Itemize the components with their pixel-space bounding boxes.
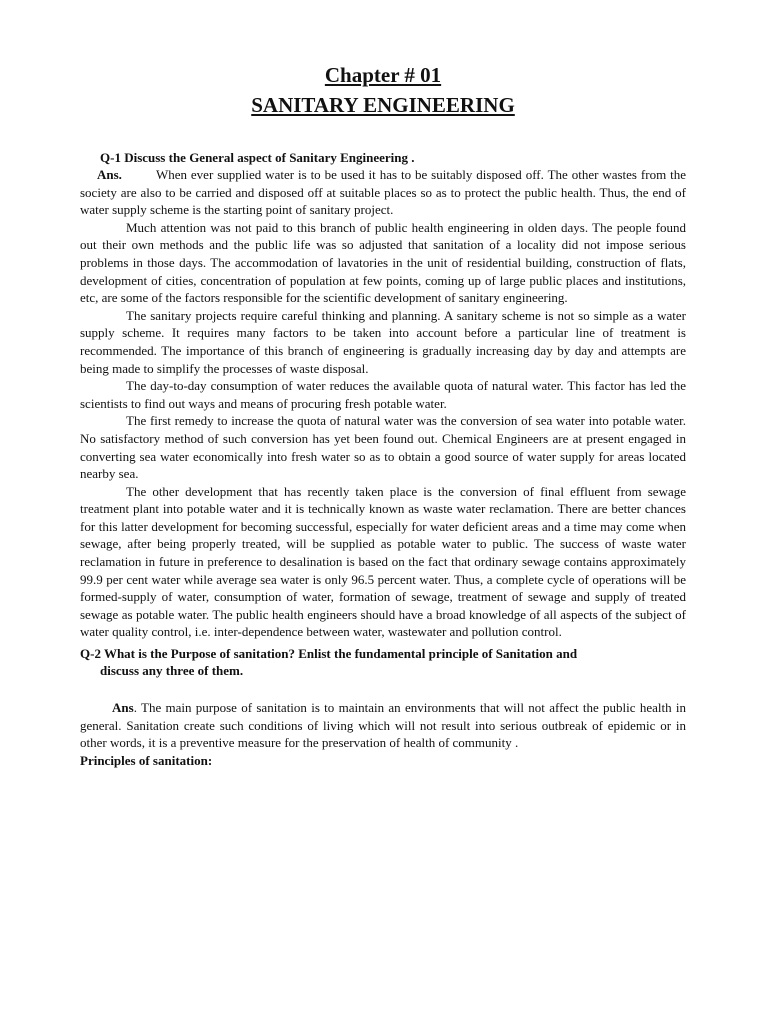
answer-1-paragraph: The other development that has recently taken place is the conversion of final effluent from sewage treatment plant into potable water and it is technically known as waste water reclamation. There are better chances for this latter development for becoming successful, especially for water deficient areas and a time may come when sewage, after being properly treated, will be supplied as potable water to public. The success of waste water reclamation in future in preference to desalination is based on the fact that ordinary sewage contains approximately 99.9 per cent water while average sea water is only 96.5 percent water. Thus, a complete cycle of operations will be formed-supply of water, consumption of water, formation of sewage, treatment of sewage and supply of treated sewage as potable water. The public health engineers should have a broad knowledge of all aspects of the subject of water quality control, i.e. inter-dependence between water, wastewater and pollution control.: [80, 483, 686, 640]
question-2-line: discuss any three of them.: [100, 663, 244, 679]
chapter-heading: Chapter # 01: [324, 63, 442, 87]
answer-1-paragraph: The first remedy to increase the quota of natural water was the conversion of sea water into potable water. No satisfactory method of such conversion has yet been found out. Chemical Engineers are at present engaged in converting sea water economically into fresh water so as to obtain a good source of water supply for areas located nearby sea.: [80, 413, 686, 482]
chapter-title: SANITARY ENGINEERING: [251, 93, 515, 117]
principles-heading: Principles of sanitation:: [80, 752, 213, 768]
paragraph-text: . The main purpose of sanitation is to maintain an environments that will not affect the public health in general. Sanitation create such conditions of living which will not result into serious outbreak of epidemic or in other words, it is a preventive measure for the preservation of health of community .: [80, 700, 686, 751]
answer-label: Ans.: [97, 167, 122, 182]
question-2: [80, 645, 686, 679]
answer-1-paragraph: The day-to-day consumption of water reduces the available quota of natural water. This factor has led the scientists to find out ways and means of procuring fresh potable water.: [80, 378, 686, 411]
paragraph-text: When ever supplied water is to be used it has to be suitably disposed off. The other wastes from the society are also to be carried and disposed off at suitable places so as to protect the public health. Thus, the end of water supply scheme is the starting point of sanitary project.: [80, 167, 686, 218]
answer-1-paragraph: Much attention was not paid to this branch of public health engineering in olden days. The people found out their own methods and the public life was so adjusted that sanitation of a locality did not impose serious problems in those days. The accommodation of lavatories in the unit of residential building, construction of flats, development of cities, concentration of population at few points, coming up of large public places and institutions, etc, are some of the factors responsible for the scientific development of sanitary engineering.: [80, 219, 686, 306]
answer-1-paragraph: The sanitary projects require careful thinking and planning. A sanitary scheme is not so simple as a water supply scheme. It requires many factors to be taken into account before a particular line of treatment is recommended. The importance of this branch of engineering is gradually increasing day by day and attempts are being made to simplify the processes of waste disposal.: [80, 307, 686, 376]
question-1: Q-1 Discuss the General aspect of Sanitary Engineering .: [100, 150, 415, 165]
document-page: [80, 62, 686, 769]
question-2-line: Q-2 What is the Purpose of sanitation? Enlist the fundamental principle of Sanitation and: [80, 646, 578, 662]
answer-label: Ans: [112, 700, 134, 716]
answer-1-paragraph: [80, 166, 686, 219]
answer-2-paragraph: [80, 699, 686, 752]
